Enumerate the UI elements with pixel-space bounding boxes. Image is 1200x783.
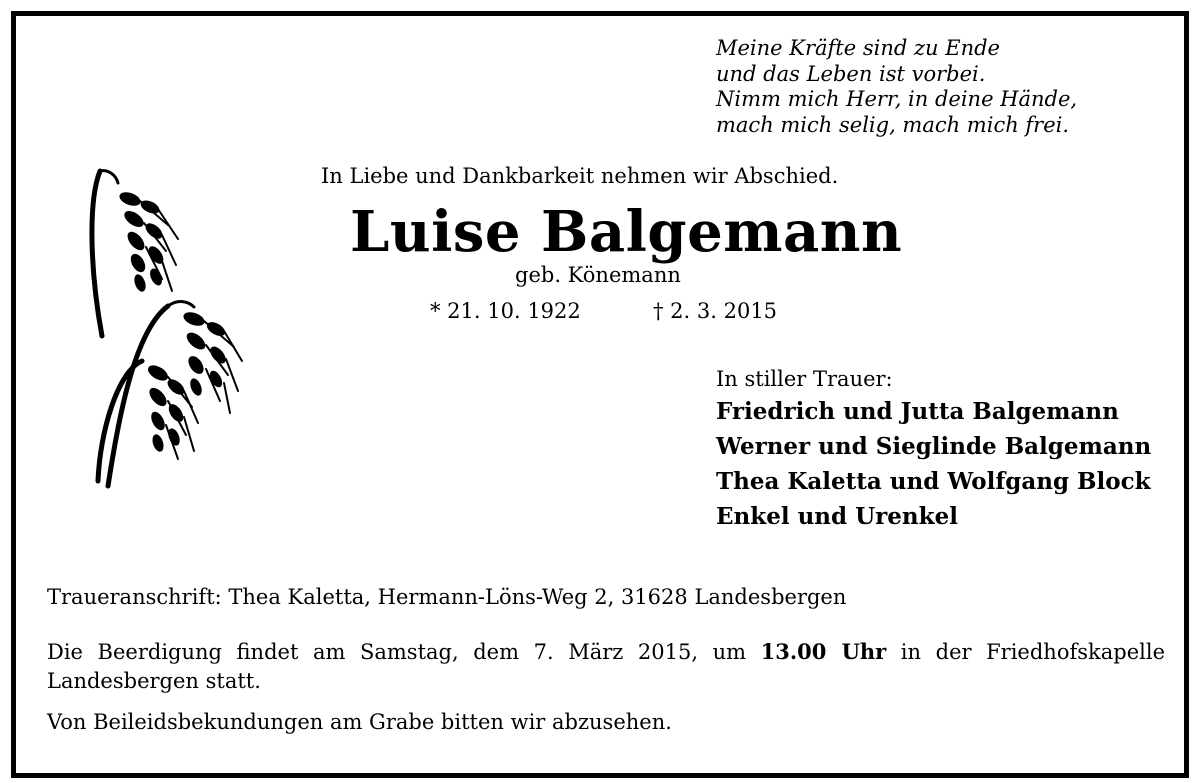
- condolence-note: Von Beileidsbekundungen am Grabe bitten wir abzusehen.: [47, 710, 672, 734]
- poem: [716, 36, 1077, 138]
- intro-line: In Liebe und Dankbarkeit nehmen wir Abschied.: [321, 164, 839, 188]
- maiden-name: geb. Könemann: [515, 263, 681, 287]
- mourner-name: Enkel und Urenkel: [716, 503, 958, 530]
- mourners-label: In stiller Trauer:: [716, 367, 893, 391]
- mourner-name: Friedrich und Jutta Balgemann: [716, 398, 1119, 425]
- poem-line: Meine Kräfte sind zu Ende: [716, 36, 1000, 60]
- mourning-address: Traueranschrift: Thea Kaletta, Hermann-Löns-Weg 2, 31628 Landesbergen: [47, 585, 847, 609]
- mourner-name: Werner und Sieglinde Balgemann: [716, 433, 1152, 460]
- funeral-info: [47, 637, 1165, 696]
- funeral-text-before: Die Beerdigung findet am Samstag, dem 7. März 2015, um: [47, 640, 761, 664]
- deceased-name: Luise Balgemann: [350, 199, 903, 265]
- obituary-notice: [11, 11, 1189, 778]
- poem-line: mach mich selig, mach mich frei.: [716, 112, 1070, 137]
- death-date: † 2. 3. 2015: [653, 299, 778, 323]
- funeral-text-after: in der Friedhofskapelle Landesbergen statt.: [47, 640, 1165, 693]
- mourners-block: [716, 364, 1151, 534]
- birth-date: * 21. 10. 1922: [430, 299, 581, 323]
- funeral-time: 13.00 Uhr: [760, 639, 887, 664]
- poem-line: Nimm mich Herr, in deine Hände,: [716, 87, 1078, 111]
- wheat-ears-icon: [78, 161, 248, 491]
- mourner-name: Thea Kaletta und Wolfgang Block: [716, 468, 1151, 495]
- poem-line: und das Leben ist vorbei.: [716, 61, 986, 86]
